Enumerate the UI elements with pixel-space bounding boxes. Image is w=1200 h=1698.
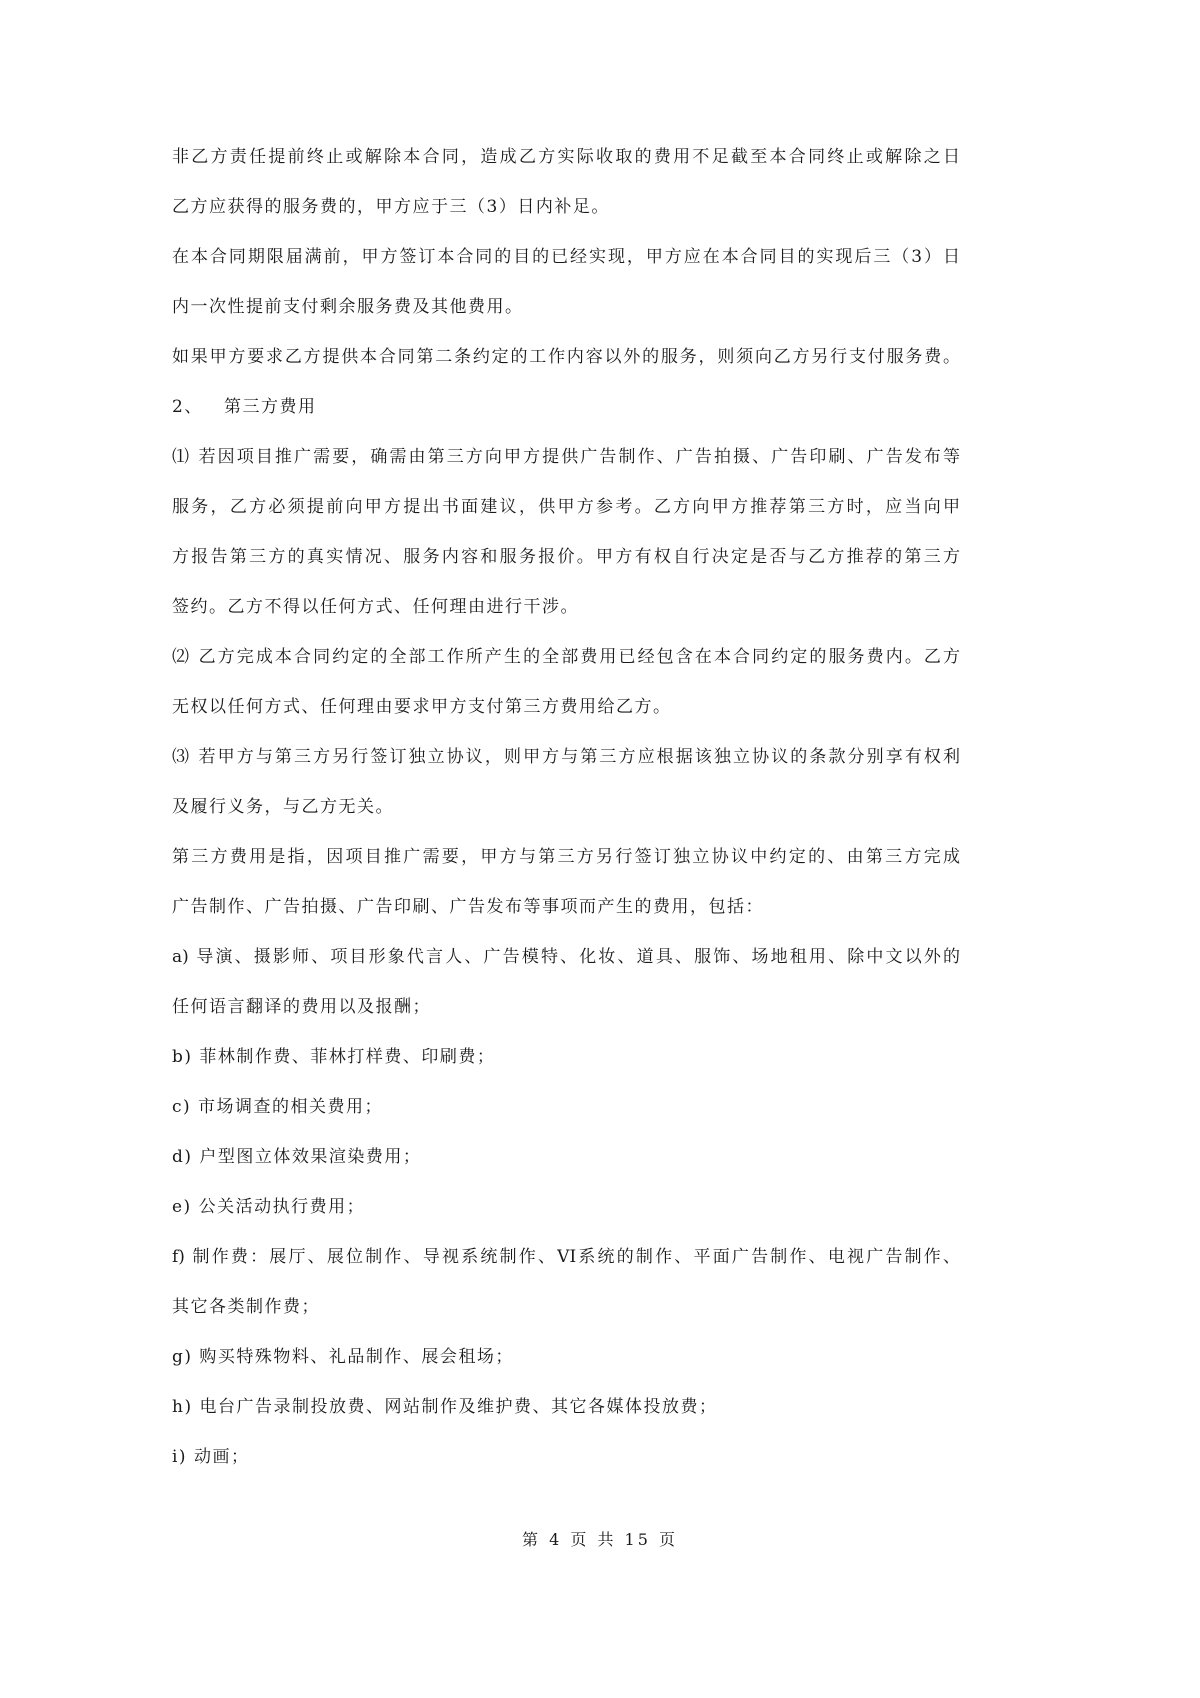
text-line: 其它各类制作费； [172, 1297, 320, 1317]
text-line: i) 动画； [172, 1447, 250, 1467]
text-line: h) 电台广告录制投放费、网站制作及维护费、其它各媒体投放费； [172, 1397, 718, 1417]
text-line: 服务，乙方必须提前向甲方提出书面建议，供甲方参考。乙方向甲方推荐第三方时，应当向甲 [172, 497, 960, 517]
text-line: a) 导演、摄影师、项目形象代言人、广告模特、化妆、道具、服饰、场地租用、除中文以外的 [172, 947, 960, 967]
text-line: e) 公关活动执行费用； [172, 1197, 366, 1217]
text-line: 乙方应获得的服务费的，甲方应于三（3）日内补足。 [172, 197, 610, 217]
text-line: 无权以任何方式、任何理由要求甲方支付第三方费用给乙方。 [172, 697, 672, 717]
document-body [172, 142, 960, 1492]
text-line: c) 市场调查的相关费用； [172, 1097, 384, 1117]
text-line: ⑵ 乙方完成本合同约定的全部工作所产生的全部费用已经包含在本合同约定的服务费内。乙方 [172, 647, 960, 667]
text-line: b) 菲林制作费、菲林打样费、印刷费； [172, 1047, 496, 1067]
text-line: ⑴ 若因项目推广需要，确需由第三方向甲方提供广告制作、广告拍摄、广告印刷、广告发布等 [172, 447, 960, 467]
text-line: f) 制作费：展厅、展位制作、导视系统制作、VI系统的制作、平面广告制作、电视广告制作、 [172, 1247, 960, 1267]
text-line: 签约。乙方不得以任何方式、任何理由进行干涉。 [172, 597, 579, 617]
text-line: 如果甲方要求乙方提供本合同第二条约定的工作内容以外的服务，则须向乙方另行支付服务费。 [172, 347, 960, 367]
text-line: 及履行义务，与乙方无关。 [172, 797, 394, 817]
section-heading [172, 392, 960, 442]
page-footer: 第 4 页 共 15 页 [522, 1530, 678, 1549]
text-line: 在本合同期限届满前，甲方签订本合同的目的已经实现，甲方应在本合同目的实现后三（3）日 [172, 247, 960, 267]
paragraph-block-third-party [172, 442, 960, 1492]
section-title: 第三方费用 [224, 397, 317, 417]
text-line: d) 户型图立体效果渲染费用； [172, 1147, 422, 1167]
text-line: 任何语言翻译的费用以及报酬； [172, 997, 431, 1017]
section-number: 2、 [172, 397, 203, 417]
text-line: g) 购买特殊物料、礼品制作、展会租场； [172, 1347, 514, 1367]
paragraph-block-payment [172, 142, 960, 392]
text-line: 第三方费用是指，因项目推广需要，甲方与第三方另行签订独立协议中约定的、由第三方完成 [172, 847, 960, 867]
text-line: 非乙方责任提前终止或解除本合同，造成乙方实际收取的费用不足截至本合同终止或解除之日 [172, 147, 960, 167]
text-line: 内一次性提前支付剩余服务费及其他费用。 [172, 297, 524, 317]
text-line: 方报告第三方的真实情况、服务内容和服务报价。甲方有权自行决定是否与乙方推荐的第三方 [172, 547, 960, 567]
text-line: ⑶ 若甲方与第三方另行签订独立协议，则甲方与第三方应根据该独立协议的条款分别享有权利 [172, 747, 960, 767]
text-line: 广告制作、广告拍摄、广告印刷、广告发布等事项而产生的费用，包括： [172, 897, 764, 917]
